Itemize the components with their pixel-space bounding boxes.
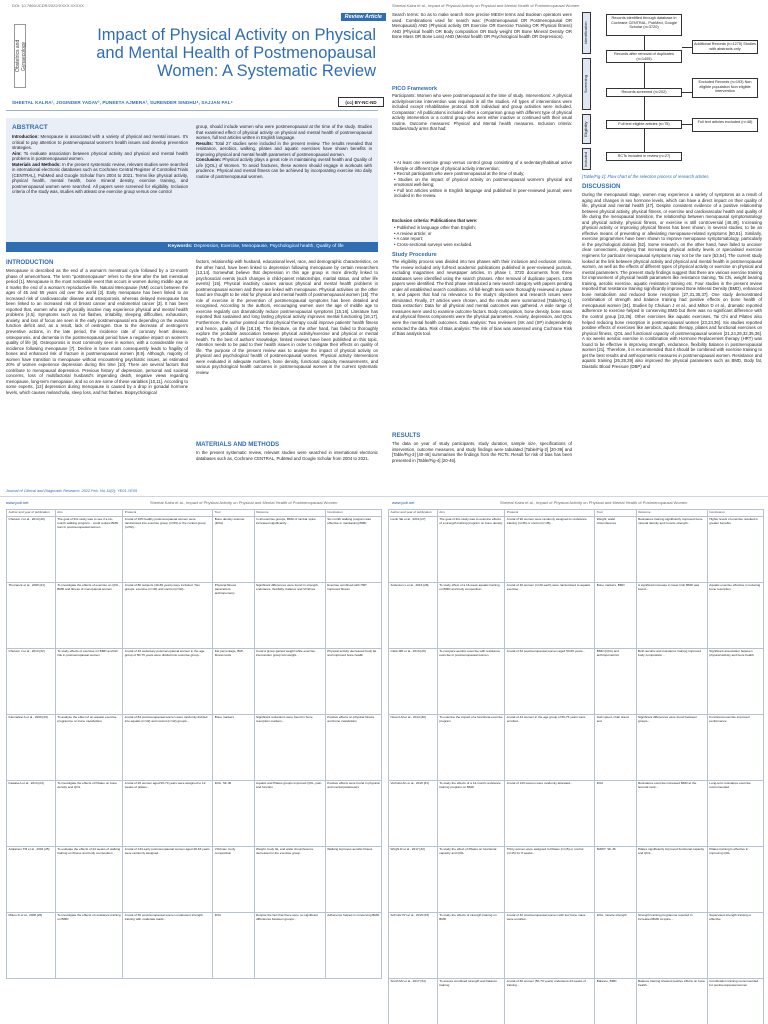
table-cell: A significant increase in lower limb BMD was found...	[636, 582, 707, 648]
table-cell: Schmitz KH et al., 2016 [33]	[389, 912, 438, 978]
table-row	[7, 516, 382, 582]
exclusion-item: • Cross-sectional surveys were excluded.	[394, 242, 572, 248]
keywords-text: Depression, Exercise, Menopause, Psychological health, Quality of life	[192, 244, 344, 249]
table-header-cell: Conclusion	[325, 510, 381, 517]
study-procedure-text: The eligibility process was divided into two phases with their inclusion and exclusion criteria. The review included only full-text academic publications published in peer-reviewed journals, excluding magazines and newspaper articles. In phase I, 3720 documents from three databases were identified using the search phrases. After removal of duplicate papers, 1405 papers were identified. The third phase introduced a new search category with papers pending under all established search conditions. All full-length texts were thoroughly reviewed in phase II, and papers that had no relevance to the study's objectives and research issues were eliminated. Finally, 27 articles were chosen, and the results were summarized [Table/Fig-1]. Data extraction: Data for all physical and mental outcomes was gathered. A wide range of measures were used to examine outcome factors. Body composition, bone density, bone mass and physical fitness components were the physical parameters. Anxiety, depression, and QOL were the mental health outcomes. Data analysis: Two reviewers (SK and (SP) independently extracted the data. Risk of Bias analysis: The risk of bias was assessed using Cochrane Risk of Bias analysis tool.	[392, 259, 572, 337]
table-cell: A total of 105 healthy postmenopausal women were randomised into exercise group (n=53) or the control group (n=52)...	[123, 516, 213, 582]
table-header-cell: Author and year of publication	[7, 510, 56, 517]
table-row	[7, 846, 382, 912]
table-cell: Higher levels of exercise resulted in greater benefits	[707, 516, 763, 582]
flow-box-fulltext-eligible: Full text eligible articles (n=75)	[606, 120, 682, 129]
table-cell: Supervised strength training is effective	[707, 912, 763, 978]
journal-url: www.jcdr.net	[6, 500, 29, 505]
discussion-heading: DISCUSSION	[582, 183, 621, 190]
table-row	[7, 912, 382, 978]
table-cell: To analyse the effect of an aquatic exercise programme on bone metabolism	[55, 714, 123, 780]
flow-connector	[682, 47, 692, 48]
table-row	[389, 582, 764, 648]
table-header-row	[7, 510, 382, 517]
table-cell: To study effects of exercise on BMD and fall risk in postmenopausal women	[55, 648, 123, 714]
table-cell: 6MWT, SF-36	[595, 846, 636, 912]
pico-heading: PICO Framework	[392, 86, 438, 92]
table-cell: To investigate the effects of Pilates on bone density and QOL	[55, 780, 123, 846]
study-procedure-heading: Study Procedure	[392, 252, 437, 258]
page2-running-head-right: Sheetal Kalra et al., Impact of Physical Activity on Physical and Mental Health of Postmenopausal Women	[500, 500, 688, 505]
abstract-paragraph-label: Results:	[196, 140, 214, 146]
flow-stage-included: Included	[582, 148, 591, 170]
table-cell: Smith MJ et al., 2017 [34]	[389, 978, 438, 1024]
author-list: SHEETAL KALRA¹, JOGINDER YADAV², PUNEETA AJMERA³, SURENDER SINDHU⁴, SAJJAN PAL⁵	[12, 100, 233, 105]
abstract-box	[6, 118, 378, 242]
table-cell: Weight, waist circumference	[595, 516, 636, 582]
table-cell: A total of 30 postmenopausal women underwent strength training with moderate loads...	[123, 912, 213, 978]
table-row	[389, 714, 764, 780]
table-cell: DXA	[595, 780, 636, 846]
table-cell: Six month walking program was effective in maintaining BMD	[325, 516, 381, 582]
keywords-label: Keywords:	[168, 244, 193, 249]
abstract-paragraph-text: To evaluate association between physical activity and physical and mental health problems in postmenopausal women.	[12, 150, 188, 161]
table-cell: Functional exercise improved performance	[707, 714, 763, 780]
table-cell: A total of 84 postmenopausal women were randomly divided into aquatic (n=42) and control (n=42) groups...	[123, 714, 213, 780]
table-cell: A total of 40 sedentary postmenopausal women in the age group of 50-75 years were divided into exercise group...	[123, 648, 213, 714]
review-article-badge: Review Article	[341, 13, 386, 21]
table-header-cell: Aim	[55, 510, 123, 517]
exclusion-criteria-list	[394, 225, 572, 249]
abstract-paragraph-text: In the present systematic review, relevant studies were searched in international electronic databases such as Cochrane Central Register of Controlled Trials (CENTRAL), PubMed and Google Scholar from 2004 to 2021. Terms like physical activity, physical health, mental health, bone mineral density, exercise training, and postmenopausal women were searched. All papers were screened for eligibility. Inclusion criteria of the study was, studies with atleast one exercise group versus one control	[12, 161, 188, 194]
table-header-row	[389, 510, 764, 517]
table-cell: A total of 40 postmenopausal women with low bone mass were enrolled...	[505, 912, 595, 978]
section-label: Obstetrics and Gynaecology	[14, 24, 26, 88]
flow-connector	[682, 124, 692, 125]
table-cell: Physical fitness parameters, anthropometry	[213, 582, 254, 648]
table-cell: Fat percentage, BMI, fitness tests	[213, 648, 254, 714]
table-cell: A total of 120 women were randomly allocated...	[505, 780, 595, 846]
left-column	[6, 0, 384, 496]
journal-page-1	[0, 0, 768, 496]
table-cell: VO2max, body composition	[213, 846, 254, 912]
table-cell: A total of 134 early postmenopausal women aged 48-63 years were randomly assigned...	[123, 846, 213, 912]
table-cell: Positive effects were found in physical and mental parameters	[325, 780, 381, 846]
exclusion-heading: Exclusion criteria: Publications that were:	[392, 218, 478, 223]
table-cell: Resistance exercise increased BMD at the femoral neck...	[636, 780, 707, 846]
table-cell: To study the effects of strength training on BMD	[437, 912, 505, 978]
flow-connector	[682, 92, 692, 93]
flow-box-fulltext-excluded: Full text articles excluded (n=48)	[692, 118, 758, 132]
table-cell: Gait speed, chair stand test	[595, 714, 636, 780]
table-cell: Nevel LM et al., 2014 [30]	[389, 714, 438, 780]
table-cell: A total of 44 women in the age group of 60-75 years were enrolled...	[505, 714, 595, 780]
flow-box-excluded: Excluded Records (n=193) Non eligible population Non eligible intervention	[692, 78, 758, 98]
table-cell: Karmarkar A et al., 2009 [23]	[7, 714, 56, 780]
doi: DOI: 10.7860/JCDR/2022/XXXX.XXXXX	[12, 3, 84, 8]
exclusion-item: • Published in language other than English;	[394, 225, 572, 231]
table-row	[389, 846, 764, 912]
flow-connector	[644, 36, 645, 50]
flow-box-duplicates-removed: Records after removal of duplicates (n=1405)	[606, 50, 682, 63]
table-cell: A total of 60 women (50-70 years) underwent 24 weeks of training...	[505, 978, 595, 1024]
table-cell: Wright R et al., 2017 [32]	[389, 846, 438, 912]
table-cell: Asikainen TM et al., 2004 [25]	[7, 846, 56, 912]
table-cell: Thomas E et al., 2009 [21]	[7, 582, 56, 648]
table-cell: To study effect of a 16-week aquatic training on BMD and body composition	[437, 582, 505, 648]
discussion-text: During the menopausal stage, women may experience a variety of symptoms as a result of aging and changes in sex hormone levels, which can have a direct impact on their quality of life, physical and mental health [47]. Despite consistent evidence of a positive relationship between physical activity, physical fitness, or exercise and cardiovascular health and quality of life during the menopausal transition, the relationship between menopausal symptomatology and physical activity, physical fitness, or exercise is still controversial [48,49]. Increasing physical activity or improving physical fitness has been shown, in several studies, to be an effective means of preventing or alleviating menopause-related symptoms [50,51]. Similarly, exercise programmes have been shown to improve menopause symptomatology, particularly in the psychological domain [52]. Some research, on the other hand, have failed to uncover clear connections, implying that increasing physical activity levels or specialised exercise regimens for particular menopausal symptoms may not be the cure [53,54]. The current study looked at the link between physical activity and physical and mental health in postmenopausal women, as well as the effects of different types of physical activity or exercise on physical and mental parameters. The present study findings suggest that there are various exercise training for improvement of physical health parameters like resistance training, Tai Chi, weight bearing training, aerobic exercise, aquatic resistance training etc. Four studies in the present review reported that resistance training significantly improved Bone Mineral Density (BMD), enhanced bone metabolism and reduced bone resorption [27,31,35,37]. One study demonstrated combination of strength and balance training had positive effects on bone health of menopausal women [34]. Studies by Chuluun J et al., and Milton D et al., dramatic reported adherence to exercise helped in conserving BMD but there was no significant difference with the control group [22,26]. Other exercises like aquatic exercises, Tai Chi and Pilates also helped reducing bone resorption in postmenopausal women [23,24,36]. Six studies reported positive effects of exercises like aerobics, aquatic therapy, pilates and functional exercises on physical fitness, QOL and functional capacity of postmenopausal women [21,24,29,32,35,36]. A six weeks aerobic exercise in combination with Hormone Replacement therapy (HRT) was found to be effective in improving strength, endurance, flexibility balance in postmenopausal women [21]. Therefore, it is recommended that it should be combined with exercise training to get the best results and anthropometric measures in postmenopausal women. Resistance and aquatic training [26,28,29] also improved the physical parameters such as BMD, Body fat, Diastolic Blood Pressure (DBP) and	[582, 192, 762, 369]
results-text: The data on year of study participants, study duration, sample size, specifications of intervention, outcome measures, and study findings were tabulated [Table/Fig-2] [20-39] and [Table/Fig-3] [40-46] summarises the findings from the RCTs. Result for risk of bias has been presented in [Table/Fig-4] [20-46].	[392, 441, 572, 463]
table-cell: Pilates significantly improved functional capacity and QOL...	[636, 846, 707, 912]
page-footer: Journal of Clinical and Diagnostic Research. 2022 Feb, Vol-16(2): YE01-YE05	[6, 489, 138, 493]
table-cell: Weight, body fat, and waist circumference decreased in the exercise group...	[254, 846, 325, 912]
table-cell: Strength training programme resulted in increased BMD at spine...	[636, 912, 707, 978]
inclusion-item: • Recruit participants who were postmenopausal at the time of study;	[394, 171, 572, 177]
table-cell: Aquatic and Pilates groups improved QOL, pain and function	[254, 780, 325, 846]
table-header-cell: Author and year of publication	[389, 510, 438, 517]
table-cell: Positive effects on physical fitness and bone metabolism	[325, 714, 381, 780]
table-cell: Verhulst AC et al., 2016 [31]	[389, 780, 438, 846]
cc-license-badge: (cc) BY-NC-ND	[338, 97, 384, 107]
abstract-paragraph	[196, 124, 372, 141]
abstract-paragraph-label: Aim:	[12, 150, 22, 156]
abstract-paragraph	[12, 151, 188, 162]
table-cell: Balance, BMD	[595, 978, 636, 1024]
flow-box-included: RCTs included in review (n=27)	[606, 152, 682, 161]
table-cell: A total of 90 women were randomly assigned to resistance training (n=45) or control (n=45)...	[505, 516, 595, 582]
table-row	[389, 780, 764, 846]
table-cell: DXA, muscle strength	[595, 912, 636, 978]
table-row	[7, 648, 382, 714]
keywords-bar	[6, 242, 378, 252]
table-cell: To study the effect of Pilates on functional capacity and QOL	[437, 846, 505, 912]
table-cell: Resistance training significantly improved bone mineral density and muscle strength...	[636, 516, 707, 582]
table-cell: Chuluun J et al., 2013 [22]	[7, 648, 56, 714]
abstract-paragraph	[196, 141, 372, 158]
abstract-paragraph-text: Physical activity plays a great role in maintaining overall health and Quality of Life (QOL) of Women. To avoid fractures, these women should engage in workouts with prudence. Physical and mental fitness can be achieved by incorporating exercise into daily routine of postmenopausal women.	[196, 157, 372, 179]
results-heading: RESULTS	[392, 432, 421, 439]
search-terms-text: Search terms: So as to make search more precise MESH terms and Boolean operators were used. Combinations used for search was: (Postmenopausal OR Postmenopausal OR Menopausal) AND (Physical activity OR Exercise OR Exercise Training OR Physical fitness) AND (Physical health OR Body composition OR Body weight OR Bone Mineral Density OR Bone Mass OR Bone Loss) AND (Mental health OR Psychological health OR Depression).	[392, 12, 572, 40]
right-column	[392, 0, 764, 496]
table-cell: Adherence helped in conserving BMD	[325, 912, 381, 978]
table-cell: To assess combined strength and balance training	[437, 978, 505, 1024]
introduction-text: Menopause is described as the end of a woman's menstrual cycle followed by a 12-month phase of amenorrhoea. The term "postmenopause" refers to the time after the last menstrual period [1]. Menopause is the most noticeable event that occurs in women during middle age as it marks the end of a woman's reproductive life. Natural Menopause (NM) occurs between the ages of 45 and 55 years old over the world [2]. Early menopause has been linked to an increased risk of cardiovascular disease and osteoporosis, whereas delayed menopause has been linked to an increased risk of breast cancer and endometrial cancer [3]. It has been reported that, women who are physically inactive may experience physical and mental health problems [4,5]. Symptoms such as hot flashes, irritability, sleeping difficulties, exhaustion, anxiety, and loss of focus are seen in the early postmenopausal era depending on the ovarian function deficit and, as a result, lack of oestrogen. Due to the decrease of oestrogen's preventive actions, in the late period, the incidence rate of coronary heart disease, osteoporosis, and dementia in the postmenopausal period have a negative impact on women's quality of life [6]. Osteoporosis is most commonly seen in women, with a considerable rise in incidence following menopause [7]. Decline in bone mass consequently leads to fragility of bones and enhanced risk of fracture in postmenopausal women [8,9]. Although, majority of women have transition to menopause without encountering psychiatric issues, an estimated 20% of women experience depression during this time [10]. There are several factors that contribute to menopausal depression. Previous history of depression, personal and societal concerns, loss of multifactorial husband's impending death, negative views regarding menopause, long-term menopause, and so on are some of these variables [10,11]. According to some experts, [12] depression during menopause is caused by a drop in gonadal hormone levels, which causes melancholia, sleep loss, and hot flashes. Biopsychological	[6, 268, 188, 396]
abstract-paragraph	[196, 157, 372, 179]
page2-running-head-left	[6, 500, 28, 505]
table-cell: Walking improves aerobic fitness	[325, 846, 381, 912]
table-row	[389, 516, 764, 582]
flow-box-screened: Records screened (n=202)	[606, 88, 682, 97]
exclusion-item: • A case report;	[394, 236, 572, 242]
table-cell: Lamb SE et al., 2019 [27]	[389, 516, 438, 582]
article-title: Impact of Physical Activity on Physical and Mental Health of Postmenopausal Women: A Systematic Review	[96, 26, 376, 80]
table-row	[7, 780, 382, 846]
table-cell: Bone markers, BMD	[595, 582, 636, 648]
table-cell: Aquatic exercise effective in reducing bone resorption	[707, 582, 763, 648]
table-cell: DXA, SF-36	[213, 780, 254, 846]
table-cell: Significant differences were found between groups...	[636, 714, 707, 780]
inclusion-criteria-list	[394, 160, 572, 218]
abstract-paragraph-text: Total 27 studies were included in the present review. The results revealed that resistance, aerobics, walking, pilates and aquatic exercises have shown benefits in improving physical and mental health parameters of postmenopausal women.	[196, 140, 372, 157]
flow-connector	[644, 97, 645, 120]
exclusion-item: • A review article; or	[394, 231, 572, 237]
table-cell: A total of 20 women aged 50-70 years were assigned to 12 weeks of pilates...	[123, 780, 213, 846]
table-cell: To evaluate the effects of 24 weeks of walking training on fitness and body composition	[55, 846, 123, 912]
abstract-right-column	[196, 124, 372, 179]
table-cell: Physical activity decreased body fat and improved bone health	[325, 648, 381, 714]
abstract-paragraph	[12, 134, 188, 151]
table-header-cell: Protocol	[123, 510, 213, 517]
inclusion-item: • Studies on the impact of physical activity on postmenopausal women's physical and emotional well-being;	[394, 177, 572, 188]
table-cell: To investigate the effects of exercise on QOL, BMD and fitness of menopausal women	[55, 582, 123, 648]
results-table-right	[388, 509, 764, 1024]
table-cell: To investigate the effects of resistance training on BMD	[55, 912, 123, 978]
flow-stage-eligibility: Eligibility	[582, 114, 591, 144]
table-header-cell: Conclusion	[707, 510, 763, 517]
flow-connector	[644, 129, 645, 152]
running-head-text: Sheetal Kalra et al., Impact of Physical Activity on Physical and Mental Health of Postmenopausal Women	[392, 3, 580, 8]
table-cell: Significant association between physical activity and bone health	[707, 648, 763, 714]
table-cell: A total of 80 subjects (40-65 years) were included. Two groups: exercise (n=40) and control (n=40)...	[123, 582, 213, 648]
table-cell: Exercise combined with HRT improved fitness	[325, 582, 381, 648]
table-cell: BMD (DXA) and anthropometrics	[595, 648, 636, 714]
flow-stage-screening: Screening	[582, 58, 591, 110]
table-cell: To examine the impact of a functional exercise program	[437, 714, 505, 780]
table-cell: Balance training showed positive effects on bone health...	[636, 978, 707, 1024]
table-cell: DXA	[213, 912, 254, 978]
divider	[6, 110, 378, 111]
abstract-paragraph-label: Materials and Methods:	[12, 161, 61, 167]
abstract-heading: ABSTRACT	[12, 124, 48, 131]
table-cell: Thirty women were assigned to Pilates (n=15) or control (n=15) for 8 weeks...	[505, 846, 595, 912]
inclusion-item: • Full text articles written in English language and published in peer-reviewed journal; were included in the review.	[394, 188, 572, 199]
table-cell: Both aerobic and resistance training improved body composition...	[636, 648, 707, 714]
table-cell: Bone density scanner (DXA)	[213, 516, 254, 582]
abstract-paragraph-text: group, should include women who were postmenopausal at the time of the study. Studies that examined effect of physical activity on physical and mental health of postmenopausal women, full text articles written in English language.	[196, 124, 372, 140]
materials-methods-text: In the present systematic review, relevant studies were searched in international electronic databases such as, Cochrane CENTRAL, PubMed and Google Scholar from 2004 to 2021.	[196, 450, 378, 461]
journal-url-mid: www.jcdr.net	[392, 500, 415, 505]
results-table-left	[6, 509, 382, 979]
table-cell: Anderson L et al., 2016 [28]	[389, 582, 438, 648]
table-cell: To study the effects of a 12-month resistance training program on BMD	[437, 780, 505, 846]
inclusion-item: • At least one exercise group versus control group consisting of a sedentary/habitual active lifestyle or different type of physical activity intervention;	[394, 160, 572, 171]
table-cell: The goal of this study was to examine effects of a strength training program on bone density	[437, 516, 505, 582]
table-cell: In all exercise groups, BMD of lumbar spine increased significantly...	[254, 516, 325, 582]
table-row	[389, 648, 764, 714]
table-cell: Chuluun J et al., 2013 [20]	[7, 516, 56, 582]
table-cell: Control group gained weight while exercise intervention group lost weight...	[254, 648, 325, 714]
table-cell: Kawata A et al., 2014 [24]	[7, 780, 56, 846]
page2-running-head-center: Sheetal Kalra et al., Impact of Physical Activity on Physical and Mental Health of Postmenopausal Women	[150, 500, 338, 505]
table-row	[7, 582, 382, 648]
abstract-paragraph	[12, 162, 188, 195]
flow-stage-identification: Identification	[582, 12, 591, 54]
table-header-cell: Protocol	[505, 510, 595, 517]
abstract-paragraph-text: Menopause is associated with a variety of physical and mental issues. It's critical to pay attention to postmenopausal women's health issues and develop prevention strategies.	[12, 134, 188, 150]
table-row	[389, 912, 764, 978]
journal-page-2	[0, 496, 768, 1024]
table-cell: Milton D et al., 2008 [26]	[7, 912, 56, 978]
table-header-cell: Outcome	[636, 510, 707, 517]
table-cell: Bone markers	[213, 714, 254, 780]
abstract-left-column	[12, 134, 188, 195]
table-header-cell: Aim	[437, 510, 505, 517]
flow-box-additional: Additional Records (n=1275) Studies with abstracts only	[692, 40, 758, 54]
table-cell: The goal of this study was to see if a six-month walking program... could reduce BMD loss in postmenopausal women	[55, 516, 123, 582]
table-cell: Long-term resistance exercise recommended	[707, 780, 763, 846]
table-header-cell: Outcome	[254, 510, 325, 517]
abstract-paragraph-label: Introduction:	[12, 134, 39, 139]
table-cell: Significant differences were found in strength, endurance, flexibility, balance and VO2max	[254, 582, 325, 648]
table-cell: Pilates training is effective in improving QOL	[707, 846, 763, 912]
introduction-text-continued: factors, relationship with husband, educational level, race, and demographic characteristics, on the other hand, have been linked to depression following menopause by certain researchers [13,14]. Somewhat believe that depression in this age group is more directly linked to psychosocial events (such changes in child-parent relationships, marital status, and other life events) [15]. Physical inactivity causes various physical and mental health problems in postmenopausal women and these are linked with menopause. Physical activities on the other hand are thought to be vital for physical and mental health of postmenopausal women [15]. The role of exercise in the prevention of postmenopausal symptoms has been detailed and recognised. According to the authors, encouraging women over the age of middle age to exercise regularly can dramatically reduce postmenopausal symptoms [15,16]. Literature has reported that sustained and long lasting physical activity improves mental functioning [16,17]. Furthermore, the author pointed out that physical therapy could improve patients' health fitness and hence, quality of life [18,19]. The literature, on the other hand, has failed to thoroughly explore the probable association between physical activity/exercise and physical or mental health. To the best of authors' knowledge, limited reviews have been published on this topic. Attention needs to be paid to their health issues in order to mitigate their effects on quality of life. The purpose of the present review was to analyse the impact of physical activity on physical and psychological health of postmenopausal women. Physical activity interventions were evaluated in adequate numbers, bone density, functional capacity measurements, and various psychological health outcomes in postmenopausal women in the current systematic review.	[196, 259, 378, 375]
table-cell: A total of 62 postmenopausal women aged 50-65 years...	[505, 648, 595, 714]
table-cell: To compare aerobic exercise with resistance exercise in postmenopausal women	[437, 648, 505, 714]
materials-methods-heading: MATERIALS AND METHODS	[196, 441, 280, 448]
table-cell: Clark MR et al., 2019 [29]	[389, 648, 438, 714]
table-header-cell: Tool	[595, 510, 636, 517]
table-cell: Significant reductions were found in bone resorption markers...	[254, 714, 325, 780]
table-row	[389, 978, 764, 1024]
abstract-paragraph-label: Conclusion:	[196, 157, 222, 162]
table-cell: A total of 40 women (n=20 each) were randomised to aquatic exercise...	[505, 582, 595, 648]
table-row	[7, 714, 382, 780]
page2-running-head-mid	[392, 500, 414, 505]
pico-text: Participants: Women who were postmenopausal at the time of study. Interventions: A physical activity/exercise intervention was required in all the studies. All types of interventions were included except rehabilitative protocol. Both individual and group activities were included. Comparator: All publications included either a comparison group with different type of physical activity intervention or a control group who were either inactive or continued with their usual routine. Outcome measures: Physical and Mental health measures. Inclusion criteria: Studies/study arms that had:	[392, 93, 572, 132]
running-head	[392, 3, 579, 8]
table-cell: Despite the fact that there were no significant differences between groups...	[254, 912, 325, 978]
flow-box-identified: Records identified through database in Cochrane CENTRAL, PubMed, Google Scholar (n=3720)	[606, 14, 682, 36]
flow-connector	[644, 63, 645, 88]
figure-caption: [Table/Fig-1]: Flow chart of the selection process of research articles.	[582, 174, 710, 179]
table-header-cell: Tool	[213, 510, 254, 517]
introduction-heading: INTRODUCTION	[6, 259, 54, 266]
table-cell: Combination training recommended for postmenopausal women	[707, 978, 763, 1024]
